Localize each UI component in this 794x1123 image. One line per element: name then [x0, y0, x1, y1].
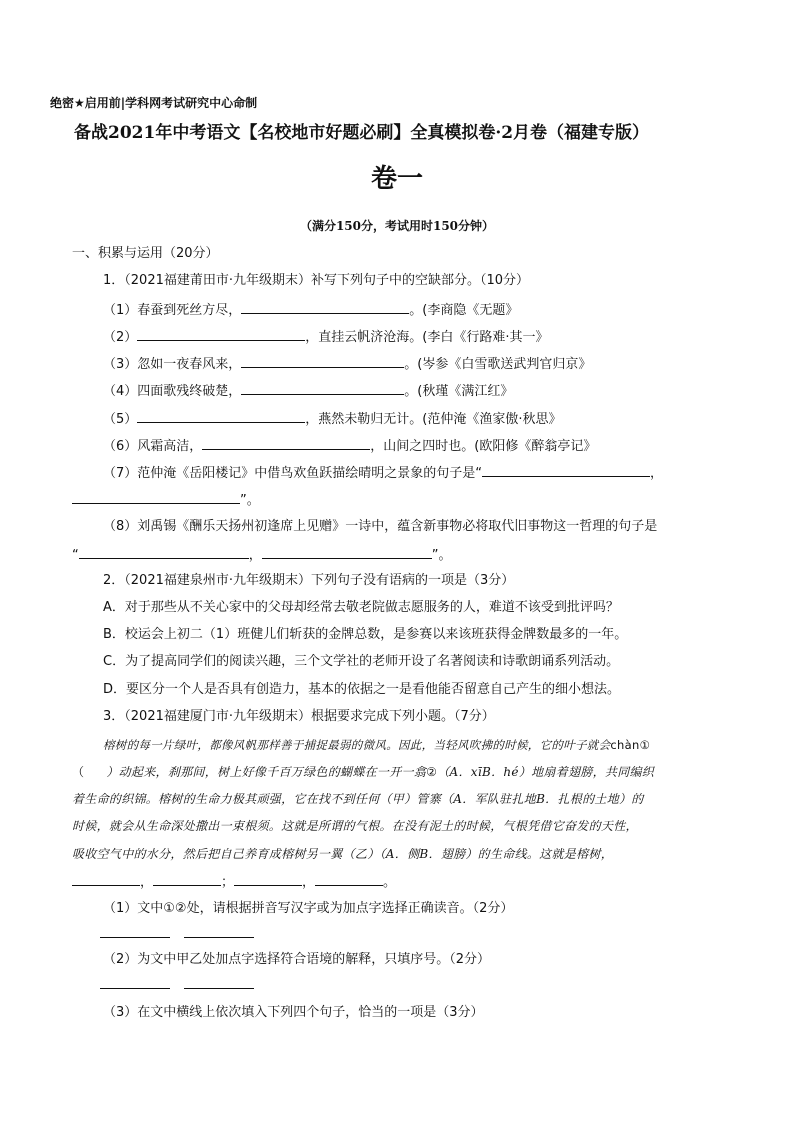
separator: ， — [140, 875, 154, 890]
answer-blank[interactable] — [72, 873, 140, 886]
answer-blank[interactable] — [234, 873, 302, 886]
q2-option-a[interactable]: A．对于那些从不关心家中的父母却经常去敬老院做志愿服务的人，难道不该受到批评吗？ — [103, 600, 619, 615]
q1-item-2-pre: （2） — [103, 330, 138, 345]
q2-option-c[interactable]: C．为了提高同学们的阅读兴趣，三个文学社的老师开设了名著阅读和诗歌朗诵系列活动。 — [103, 654, 620, 669]
q1-item-8-mid: ， — [248, 548, 262, 563]
q1-item-6 — [103, 437, 596, 455]
answer-blank[interactable] — [100, 976, 170, 989]
q3-sub-1-marks: ①② — [163, 901, 187, 916]
passage-line-2 — [72, 764, 654, 780]
q1-item-7-cont — [72, 491, 260, 509]
answer-blank[interactable] — [72, 491, 240, 504]
q3-sub-1-post: 处，请根据拼音写汉字或为加点字选择正确读音。（2分） — [186, 901, 514, 916]
q1-item-2 — [103, 328, 549, 346]
passage-line-6 — [72, 873, 396, 891]
q1-item-8-cont — [72, 546, 452, 564]
separator: ； — [221, 875, 235, 890]
answer-blank[interactable] — [79, 546, 249, 559]
confidential-note: 绝密★启用前|学科网考试研究中心命制 — [50, 96, 258, 110]
q3-sub-2-answers — [100, 976, 254, 994]
passage-line-5: 吸收空气中的水分，然后把自己养育成榕树另一翼（乙）（A．侧B．翅膀）的生命线。这就是榕树， — [72, 847, 613, 861]
separator: 。 — [383, 875, 397, 890]
marker-2: ② — [426, 765, 438, 779]
answer-blank[interactable] — [315, 873, 383, 886]
q1-item-5-pre: （5） — [103, 412, 138, 427]
question-2-stem: 2．（2021福建泉州市·九年级期末）下列句子没有语病的一项是（3分） — [103, 573, 515, 588]
answer-blank[interactable] — [482, 464, 650, 477]
passage-text: ）动起来，刹那间，树上好像千百万绿色的蝴蝶在一开一翕 — [106, 765, 427, 779]
answer-blank[interactable] — [262, 546, 432, 559]
answer-blank[interactable] — [184, 925, 254, 938]
question-3-stem: 3．（2021福建厦门市·九年级期末）根据要求完成下列小题。（7分） — [103, 709, 495, 724]
q2-option-b[interactable]: B．校运会上初二（1）班健儿们斩获的金牌总数，是参赛以来该班获得金牌数最多的一年。 — [103, 627, 628, 642]
q1-item-8-open: “ — [72, 548, 79, 563]
passage-text: （A．xīB．hé）地扇着翅膀，共同编织 — [437, 765, 655, 779]
separator: ， — [302, 875, 316, 890]
q1-item-4-post: 。(秋瑾《满江红》 — [404, 384, 514, 399]
q1-item-7 — [103, 464, 663, 482]
q2-option-d[interactable]: D．要区分一个人是否具有创造力，基本的依据之一是看他能否留意自己产生的细小想法。 — [103, 682, 621, 697]
q1-item-6-post: ，山间之四时也。(欧阳修《醉翁亭记》 — [370, 439, 597, 454]
q1-item-6-pre: （6）风霜高洁， — [103, 439, 203, 454]
q1-item-1-post: 。(李商隐《无题》 — [409, 303, 519, 318]
answer-blank[interactable] — [137, 328, 305, 341]
q1-item-3 — [103, 355, 591, 373]
q1-item-7-mid: ， — [650, 466, 664, 481]
answer-blank[interactable] — [100, 925, 170, 938]
score-note: （满分150分，考试用时150分钟） — [299, 219, 495, 233]
answer-blank[interactable] — [184, 976, 254, 989]
exam-title: 备战2021年中考语文【名校地市好题必刷】全真模拟卷·2月卷（福建专版） — [74, 123, 650, 143]
q1-item-2-post: ，直挂云帆济沧海。(李白《行路难·其一》 — [305, 330, 549, 345]
q1-item-4-pre: （4）四面歌残终破楚， — [103, 384, 242, 399]
q1-item-4 — [103, 382, 513, 400]
answer-blank[interactable] — [153, 873, 221, 886]
q1-item-5 — [103, 410, 562, 428]
pinyin-chan: chàn — [610, 738, 640, 752]
answer-blank[interactable] — [241, 382, 404, 395]
q1-item-5-post: ，燕然未勒归无计。(范仲淹《渔家傲·秋思》 — [305, 412, 562, 427]
answer-blank[interactable] — [137, 410, 305, 423]
passage-line-3: 着生命的织锦。榕树的生命力极其顽强，它在找不到任何（甲）管寨（A．军队驻扎地B．扎根的土地）的 — [72, 792, 644, 806]
answer-blank[interactable] — [241, 301, 409, 314]
q1-item-7-pre: （7）范仲淹《岳阳楼记》中借鸟欢鱼跃描绘晴明之景象的句子是“ — [103, 466, 483, 481]
q1-item-8-end: ”。 — [431, 548, 452, 563]
passage-line-4: 时候，就会从生命深处撒出一束根须。这就是所谓的气根。在没有泥土的时候，气根凭借它奋发的天性， — [72, 819, 638, 833]
passage-line-1 — [103, 737, 650, 753]
marker-1: ① — [639, 738, 651, 752]
q3-sub-1-pre: （1）文中 — [103, 901, 164, 916]
q1-item-1 — [103, 301, 518, 319]
section-heading: 一、积累与运用（20分） — [72, 246, 219, 261]
q3-sub-2: （2）为文中甲乙处加点字选择符合语境的解释，只填序号。（2分） — [103, 952, 491, 967]
q1-item-3-pre: （3）忽如一夜春风来， — [103, 357, 242, 372]
volume-heading: 卷一 — [370, 164, 423, 194]
paren-open: （ — [72, 765, 85, 779]
question-1-stem: 1．（2021福建莆田市·九年级期末）补写下列句子中的空缺部分。（10分） — [103, 273, 530, 288]
answer-blank[interactable] — [202, 437, 370, 450]
q1-item-3-post: 。(岑参《白雪歌送武判官归京》 — [404, 357, 592, 372]
q3-sub-3: （3）在文中横线上依次填入下列四个句子，恰当的一项是（3分） — [103, 1005, 484, 1020]
q1-item-8: （8）刘禹锡《酬乐天扬州初逢席上见赠》一诗中，蕴含新事物必将取代旧事物这一哲理的句子是 — [103, 519, 658, 534]
q1-item-1-pre: （1）春蚕到死丝方尽， — [103, 303, 242, 318]
q3-sub-1-answers — [100, 925, 254, 943]
passage-text: 榕树的每一片绿叶，都像风帆那样善于捕捉最弱的微风。因此，当轻风吹拂的时候，它的叶子就会 — [103, 738, 611, 752]
answer-blank[interactable] — [241, 355, 404, 368]
q3-sub-1 — [103, 901, 513, 917]
q1-item-7-end: ”。 — [240, 493, 260, 508]
